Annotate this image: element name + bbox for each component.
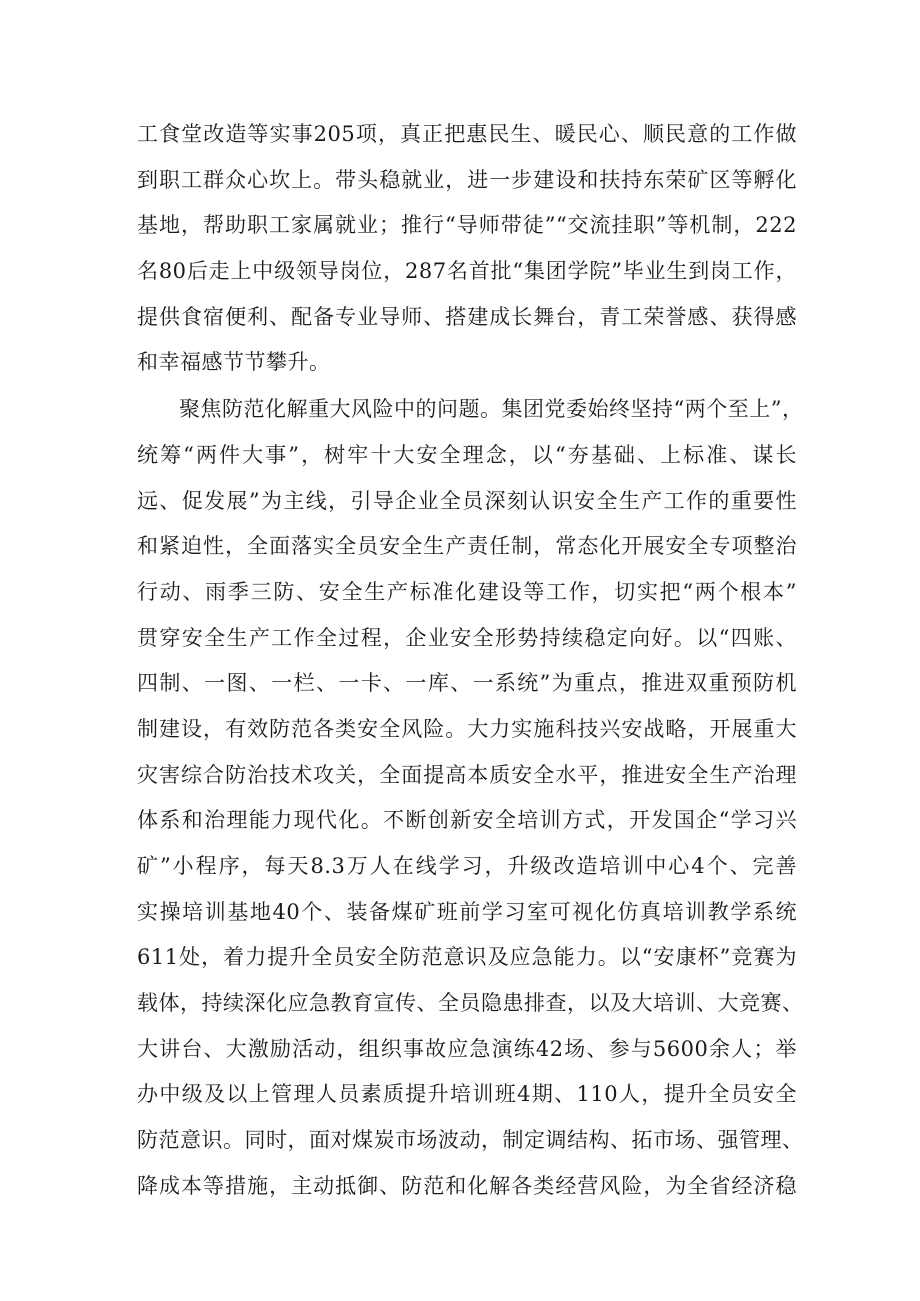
text-line: 和幸福感节节攀升。	[137, 350, 331, 375]
text-line: 统筹“两件大事”，树牢十大安全理念，以“夯基础、上标准、谋长	[137, 442, 797, 467]
text-line: 办中级及以上管理人员素质提升培训班4期、110人，提升全员安全	[137, 1082, 797, 1107]
text-line: 611处，着力提升全员安全防范意识及应急能力。以“安康杯”竞赛为	[137, 945, 797, 970]
text-line: 提供食宿便利、配备专业导师、搭建成长舞台，青工荣誉感、获得感	[137, 304, 797, 329]
paragraph-1	[137, 112, 797, 386]
text-line: 体系和治理能力现代化。不断创新安全培训方式，开发国企“学习兴	[137, 808, 797, 833]
text-line: 到职工群众心坎上。带头稳就业，进一步建设和扶持东荣矿区等孵化	[137, 167, 797, 192]
text-line: 大讲台、大激励活动，组织事故应急演练42场、参与5600余人；举	[137, 1036, 797, 1061]
text-line: 名80后走上中级领导岗位，287名首批“集团学院”毕业生到岗工作，	[137, 259, 797, 284]
text-line: 灾害综合防治技术攻关，全面提高本质安全水平，推进安全生产治理	[137, 762, 797, 787]
text-line: 远、促发展”为主线，引导企业全员深刻认识安全生产工作的重要性	[137, 488, 797, 513]
text-line: 制建设，有效防范各类安全风险。大力实施科技兴安战略，开展重大	[137, 716, 797, 741]
text-line: 基地，帮助职工家属就业；推行“导师带徒”“交流挂职”等机制，222	[137, 213, 797, 238]
text-line: 矿”小程序，每天8.3万人在线学习，升级改造培训中心4个、完善	[137, 854, 797, 878]
text-line: 载体，持续深化应急教育宣传、全员隐患排查，以及大培训、大竞赛、	[137, 991, 804, 1016]
text-line: 四制、一图、一栏、一卡、一库、一系统”为重点，推进双重预防机	[137, 671, 797, 696]
text-line: 聚焦防范化解重大风险中的问题。集团党委始终坚持“两个至上”，	[179, 397, 804, 422]
text-line: 和紧迫性，全面落实全员安全生产责任制，常态化开展安全专项整治	[137, 534, 797, 559]
text-line: 实操培训基地40个、装备煤矿班前学习室可视化仿真培训教学系统	[137, 899, 797, 924]
text-line: 防范意识。同时，面对煤炭市场波动，制定调结构、拓市场、强管理、	[137, 1128, 804, 1153]
text-line: 工食堂改造等实事205项，真正把惠民生、暖民心、顺民意的工作做	[137, 122, 797, 146]
body-text	[137, 112, 804, 1211]
text-line: 贯穿安全生产工作全过程，企业安全形势持续稳定向好。以“四账、	[137, 625, 797, 650]
text-line: 降成本等措施，主动抵御、防范和化解各类经营风险，为全省经济稳	[137, 1173, 797, 1198]
paragraph-2	[137, 387, 804, 1209]
text-line: 行动、雨季三防、安全生产标准化建设等工作，切实把“两个根本”	[137, 579, 797, 604]
